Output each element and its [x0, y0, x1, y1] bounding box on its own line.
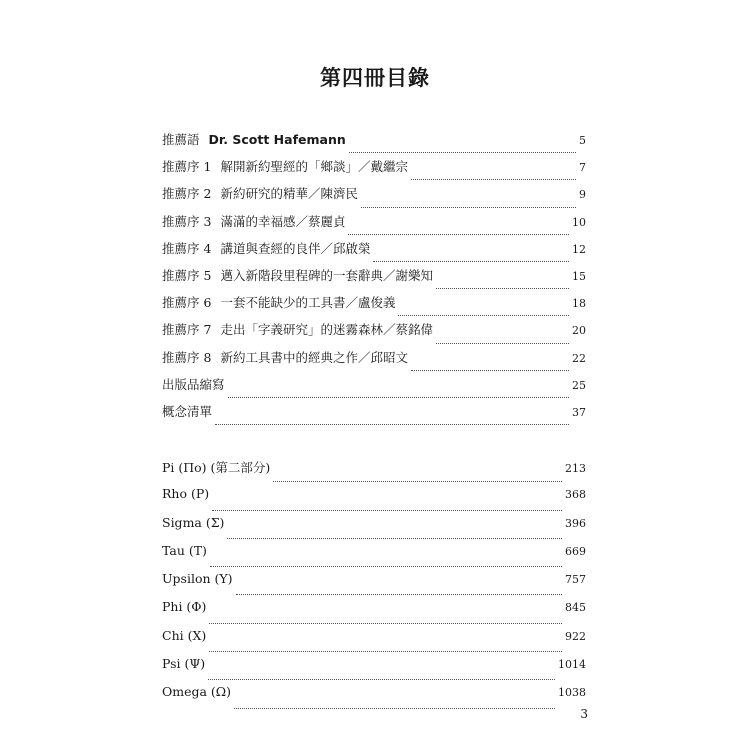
dot-leader	[349, 151, 576, 153]
toc-entry-page: 37	[572, 405, 586, 419]
toc-entry-title: Upsilon (Υ)	[162, 571, 233, 587]
toc-entry-title: 一套不能缺少的工具書／盧俊義	[220, 295, 396, 311]
toc-entry	[162, 348, 586, 375]
toc-entry-title: 新約研究的精華／陳濟民	[220, 186, 358, 202]
toc-entry	[162, 293, 586, 320]
toc-entry-page: 845	[565, 601, 586, 615]
toc-entry-prefix: 推薦序 1	[162, 159, 212, 175]
toc-entry	[162, 543, 586, 571]
toc-entry-prefix: 推薦序 2	[162, 186, 212, 202]
toc-entry	[162, 130, 586, 157]
toc-entry-prefix: 推薦序 8	[162, 349, 212, 365]
toc-entry-title: 走出「字義研究」的迷霧森林／蔡銘偉	[220, 322, 433, 338]
toc-entry-page: 5	[579, 134, 586, 147]
toc-entry	[162, 486, 586, 514]
toc-entry-title: 出版品縮寫	[162, 376, 225, 392]
dot-leader	[236, 593, 562, 595]
toc-entry-title: Psi (Ψ)	[162, 656, 206, 672]
page-number: 3	[580, 707, 588, 721]
greek-letter-toc	[162, 458, 586, 713]
toc-entry-prefix: 推薦序 4	[162, 240, 212, 256]
dot-leader	[227, 537, 562, 539]
toc-entry	[162, 239, 586, 266]
dot-leader	[215, 423, 569, 425]
toc-entry-title: 滿滿的幸福感／蔡麗貞	[220, 213, 346, 229]
dot-leader	[436, 342, 569, 344]
toc-entry-title: 概念清單	[162, 403, 213, 419]
toc-entry	[162, 212, 586, 239]
toc-entry	[162, 458, 586, 486]
toc-entry	[162, 375, 586, 402]
dot-leader	[411, 369, 569, 371]
toc-entry-page: 669	[565, 544, 586, 558]
toc-entry-prefix: 推薦序 3	[162, 213, 212, 229]
toc-entry-title: 新約工具書中的經典之作／邱昭文	[220, 349, 408, 365]
toc-entry	[162, 266, 586, 293]
toc-entry-title: Tau (Τ)	[162, 542, 207, 558]
dot-leader	[273, 480, 562, 482]
toc-entry	[162, 515, 586, 543]
toc-entry	[162, 184, 586, 211]
toc-entry-page: 1038	[558, 686, 586, 700]
toc-entry-prefix: 推薦序 7	[162, 322, 212, 338]
toc-entry-prefix: 推薦序 5	[162, 267, 212, 283]
toc-entry-page: 757	[565, 573, 586, 587]
toc-entry-title: 解開新約聖經的「鄉談」／戴繼宗	[220, 159, 408, 175]
toc-entry-title: 邁入新階段里程碑的一套辭典／謝樂知	[220, 267, 433, 283]
toc-entry	[162, 402, 586, 429]
dot-leader	[212, 509, 562, 511]
toc-entry-page: 396	[565, 516, 586, 530]
toc-entry-page: 9	[579, 188, 586, 202]
toc-entry-title: Dr. Scott Hafemann	[208, 132, 346, 147]
dot-leader	[398, 314, 569, 316]
toc-entry-page: 18	[572, 297, 586, 311]
toc-entry	[162, 571, 586, 599]
toc-entry-page: 1014	[558, 658, 586, 672]
toc-entry	[162, 684, 586, 712]
toc-entry-page: 20	[572, 324, 586, 338]
page-title: 第四冊目錄	[320, 65, 430, 90]
toc-entry-page: 15	[572, 269, 586, 283]
toc-entry-page: 368	[565, 488, 586, 502]
toc-entry-title: Omega (Ω)	[162, 684, 232, 700]
toc-entry-page: 7	[579, 161, 586, 175]
toc-entry	[162, 599, 586, 627]
toc-entry-page: 213	[565, 462, 586, 475]
dot-leader	[411, 178, 576, 180]
toc-entry	[162, 628, 586, 656]
dot-leader	[209, 622, 562, 624]
dot-leader	[210, 565, 562, 567]
dot-leader	[361, 206, 576, 208]
toc-entry	[162, 320, 586, 347]
dot-leader	[209, 650, 562, 652]
toc-entry-page: 25	[572, 378, 586, 392]
toc-entry-page: 922	[565, 629, 586, 643]
dot-leader	[348, 233, 569, 235]
toc-entry-page: 10	[572, 215, 586, 229]
toc-entry-prefix: 推薦序 6	[162, 295, 212, 311]
toc-entry	[162, 157, 586, 184]
toc-entry-title: Chi (Χ)	[162, 627, 207, 643]
toc-entry-title: Phi (Φ)	[162, 599, 207, 615]
dot-leader	[228, 396, 569, 398]
dot-leader	[208, 678, 555, 680]
toc-entry-title: 講道與查經的良伴／邱啟榮	[220, 240, 371, 256]
toc-entry-prefix: 推薦語	[162, 132, 200, 147]
dot-leader	[234, 707, 555, 709]
dot-leader	[436, 287, 569, 289]
toc-entry-title: Rho (Ρ)	[162, 486, 210, 502]
toc-entry-page: 12	[572, 242, 586, 256]
toc-entry-title: Pi (Πο) (第二部分)	[162, 460, 271, 475]
toc-entry-title: Sigma (Σ)	[162, 514, 225, 530]
toc-entry-page: 22	[572, 351, 586, 365]
toc-entry	[162, 656, 586, 684]
dot-leader	[373, 260, 569, 262]
front-matter-toc	[162, 130, 586, 429]
